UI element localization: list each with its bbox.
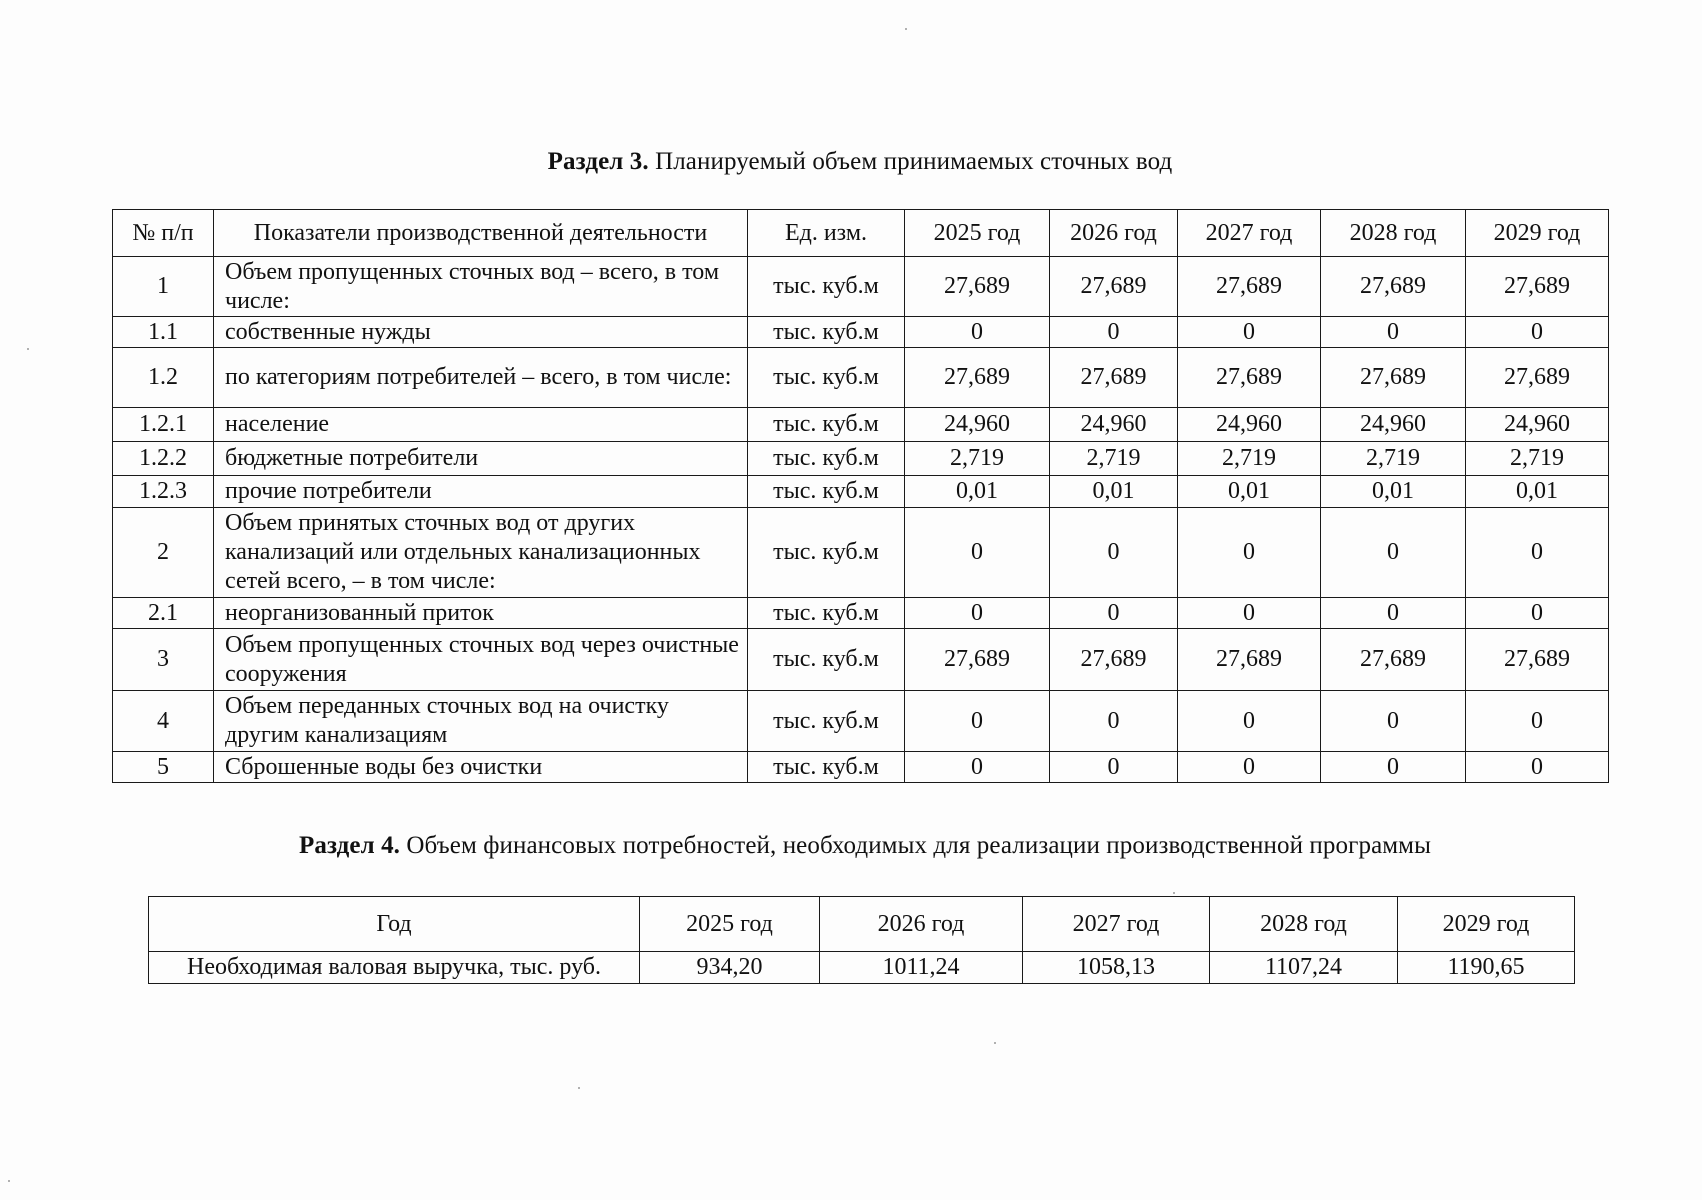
scan-speck [1173, 892, 1175, 894]
value-2025: 27,689 [905, 257, 1050, 317]
row-number: 5 [113, 752, 214, 783]
value-2027: 2,719 [1178, 442, 1321, 476]
row-number: 1.2.2 [113, 442, 214, 476]
scan-speck [578, 1087, 580, 1089]
section-3-title [0, 148, 1702, 176]
value-2028: 27,689 [1321, 348, 1466, 408]
value-2027: 0 [1178, 691, 1321, 752]
value-2027: 0 [1178, 752, 1321, 783]
value-2025: 0 [905, 508, 1050, 598]
table-row [113, 508, 1609, 598]
value-2029: 0 [1466, 691, 1609, 752]
value-2028: 27,689 [1321, 629, 1466, 691]
table-header-row [149, 897, 1575, 952]
value-2026: 27,689 [1050, 629, 1178, 691]
row-unit: тыс. куб.м [748, 317, 905, 348]
value-2027: 1058,13 [1023, 952, 1210, 984]
value-2027: 27,689 [1178, 629, 1321, 691]
row-number: 3 [113, 629, 214, 691]
row-indicator: Объем переданных сточных вод на очистку другим канализациям [214, 691, 748, 752]
value-2029: 0 [1466, 598, 1609, 629]
value-2025: 934,20 [640, 952, 820, 984]
value-2028: 24,960 [1321, 408, 1466, 442]
row-unit: тыс. куб.м [748, 629, 905, 691]
scan-speck [994, 1042, 996, 1044]
row-unit: тыс. куб.м [748, 476, 905, 508]
header-cell: 2029 год [1398, 897, 1575, 952]
scan-speck [905, 28, 907, 30]
value-2027: 24,960 [1178, 408, 1321, 442]
table-row [113, 317, 1609, 348]
table-row [149, 952, 1575, 984]
table-row [113, 442, 1609, 476]
scan-speck [27, 348, 29, 350]
row-indicator: собственные нужды [214, 317, 748, 348]
value-2026: 0 [1050, 598, 1178, 629]
row-number: 1.2.3 [113, 476, 214, 508]
value-2026: 0,01 [1050, 476, 1178, 508]
table-row [113, 752, 1609, 783]
row-indicator: Объем пропущенных сточных вод через очистные сооружения [214, 629, 748, 691]
value-2029: 0 [1466, 508, 1609, 598]
row-indicator: прочие потребители [214, 476, 748, 508]
value-2026: 0 [1050, 691, 1178, 752]
value-2025: 27,689 [905, 348, 1050, 408]
value-2028: 0 [1321, 691, 1466, 752]
section-4-title-text: Объем финансовых потребностей, необходимых для реализации производственной программы [400, 832, 1432, 859]
value-2026: 27,689 [1050, 348, 1178, 408]
value-2025: 0 [905, 317, 1050, 348]
table-row [113, 476, 1609, 508]
value-2026: 1011,24 [820, 952, 1023, 984]
table-row [113, 691, 1609, 752]
row-unit: тыс. куб.м [748, 348, 905, 408]
value-2028: 27,689 [1321, 257, 1466, 317]
table-header-row [113, 210, 1609, 257]
table-row [113, 408, 1609, 442]
row-unit: тыс. куб.м [748, 408, 905, 442]
value-2028: 0 [1321, 508, 1466, 598]
value-2027: 27,689 [1178, 257, 1321, 317]
table-row [113, 598, 1609, 629]
value-2029: 2,719 [1466, 442, 1609, 476]
row-unit: тыс. куб.м [748, 508, 905, 598]
header-cell: Показатели производственной деятельности [214, 210, 748, 257]
value-2029: 27,689 [1466, 348, 1609, 408]
header-cell: 2027 год [1023, 897, 1210, 952]
row-number: 2 [113, 508, 214, 598]
row-indicator: Объем принятых сточных вод от других канализаций или отдельных канализационных сетей всего, – в том числе: [214, 508, 748, 598]
value-2028: 0 [1321, 598, 1466, 629]
row-indicator: бюджетные потребители [214, 442, 748, 476]
value-2029: 0 [1466, 752, 1609, 783]
header-cell: Ед. изм. [748, 210, 905, 257]
value-2029: 27,689 [1466, 629, 1609, 691]
header-cell: 2027 год [1178, 210, 1321, 257]
value-2025: 0,01 [905, 476, 1050, 508]
value-2029: 1190,65 [1398, 952, 1575, 984]
row-unit: тыс. куб.м [748, 442, 905, 476]
value-2028: 0 [1321, 752, 1466, 783]
value-2027: 27,689 [1178, 348, 1321, 408]
row-number: 4 [113, 691, 214, 752]
value-2028: 0,01 [1321, 476, 1466, 508]
row-indicator: население [214, 408, 748, 442]
value-2027: 0,01 [1178, 476, 1321, 508]
value-2025: 0 [905, 691, 1050, 752]
scan-speck [8, 1180, 10, 1182]
row-number: 2.1 [113, 598, 214, 629]
value-2026: 0 [1050, 752, 1178, 783]
value-2029: 0,01 [1466, 476, 1609, 508]
header-cell: 2026 год [1050, 210, 1178, 257]
row-unit: тыс. куб.м [748, 598, 905, 629]
financial-needs-table [148, 896, 1575, 984]
header-cell: 2025 год [640, 897, 820, 952]
row-indicator: Объем пропущенных сточных вод – всего, в том числе: [214, 257, 748, 317]
header-cell: 2025 год [905, 210, 1050, 257]
row-unit: тыс. куб.м [748, 257, 905, 317]
row-indicator: неорганизованный приток [214, 598, 748, 629]
table-row [113, 348, 1609, 408]
row-number: 1.2.1 [113, 408, 214, 442]
section-3-title-text: Планируемый объем принимаемых сточных вод [648, 148, 1173, 175]
value-2025: 27,689 [905, 629, 1050, 691]
value-2027: 0 [1178, 508, 1321, 598]
row-number: 1.1 [113, 317, 214, 348]
row-indicator: по категориям потребителей – всего, в том числе: [214, 348, 748, 408]
header-cell: 2026 год [820, 897, 1023, 952]
value-2025: 0 [905, 598, 1050, 629]
value-2027: 0 [1178, 317, 1321, 348]
row-number: 1.2 [113, 348, 214, 408]
header-cell: Год [149, 897, 640, 952]
value-2028: 0 [1321, 317, 1466, 348]
header-cell: 2028 год [1321, 210, 1466, 257]
value-2025: 0 [905, 752, 1050, 783]
table-row [113, 257, 1609, 317]
value-2027: 0 [1178, 598, 1321, 629]
row-label: Необходимая валовая выручка, тыс. руб. [149, 952, 640, 984]
section-4-title-bold: Раздел 4. [298, 832, 401, 859]
value-2026: 24,960 [1050, 408, 1178, 442]
table-row [113, 629, 1609, 691]
row-indicator: Сброшенные воды без очистки [214, 752, 748, 783]
row-unit: тыс. куб.м [748, 752, 905, 783]
section-3-title-bold: Раздел 3. [547, 148, 649, 175]
value-2026: 0 [1050, 508, 1178, 598]
value-2026: 27,689 [1050, 257, 1178, 317]
header-cell: 2028 год [1210, 897, 1398, 952]
value-2026: 2,719 [1050, 442, 1178, 476]
value-2025: 2,719 [905, 442, 1050, 476]
row-number: 1 [113, 257, 214, 317]
value-2029: 27,689 [1466, 257, 1609, 317]
value-2028: 1107,24 [1210, 952, 1398, 984]
value-2029: 24,960 [1466, 408, 1609, 442]
wastewater-volume-table [112, 209, 1609, 783]
section-4-title [0, 832, 1702, 860]
value-2028: 2,719 [1321, 442, 1466, 476]
value-2029: 0 [1466, 317, 1609, 348]
header-cell: № п/п [113, 210, 214, 257]
row-unit: тыс. куб.м [748, 691, 905, 752]
value-2026: 0 [1050, 317, 1178, 348]
value-2025: 24,960 [905, 408, 1050, 442]
header-cell: 2029 год [1466, 210, 1609, 257]
